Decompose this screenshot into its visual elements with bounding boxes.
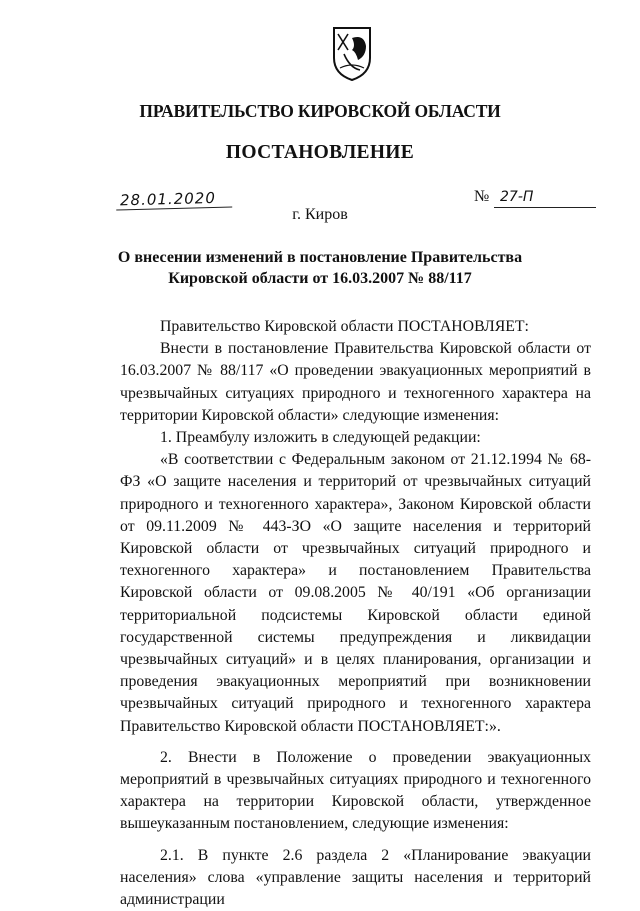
document-date: 28.01.2020 <box>116 188 232 210</box>
paragraph-item-1: 1. Преамбулу изложить в следующей редакции: <box>160 429 481 447</box>
document-subject <box>0 247 640 289</box>
number-label: № <box>474 188 490 205</box>
city: г. Киров <box>292 206 348 223</box>
subject-line-2: Кировской области от 16.03.2007 № 88/117 <box>168 270 472 287</box>
document-body <box>120 316 591 911</box>
coat-of-arms-emblem <box>330 24 374 82</box>
document-number: 27-П <box>494 188 596 208</box>
paragraph-item-2-1: 2.1. В пункте 2.6 раздела 2 «Планирование эвакуации населения» слова «управление защиты населения и территорий администрации <box>120 846 591 909</box>
paragraph-preamble-text: «В соответствии с Федеральным законом от 21.12.1994 № 68-ФЗ «О защите населения и территорий от чрезвычайных ситуаций природного и техногенного характера», Законом Кировской области от 09.11.2009 № 443-ЗО «О защите населения и территорий Кировской области от чрезвычайных ситуаций природного и техногенного характера» и постановлением Правительства Кировской области от 09.08.2005 № 40/191 «Об организации территориальной подсистемы Кировской области единой государственной системы предупреждения и ликвидации чрезвычайных ситуаций» и в целях планирования, организации и проведения эвакуационных мероприятий при возникновении чрезвычайных ситуаций природного и техногенного характера Правительство Кировской области ПОСТАНОВЛЯЕТ:». <box>120 451 591 735</box>
document-type-heading: ПОСТАНОВЛЕНИЕ <box>225 142 415 163</box>
paragraph-amend-intro: Внести в постановление Правительства Кировской области от 16.03.2007 № 88/117 «О проведении эвакуационных мероприятий в чрезвычайных ситуациях природного и техногенного характера на территории Кировской области» следующие изменения: <box>120 340 591 424</box>
organization-heading: ПРАВИТЕЛЬСТВО КИРОВСКОЙ ОБЛАСТИ <box>139 101 501 121</box>
paragraph-item-2: 2. Внести в Положение о проведении эвакуационных мероприятий в чрезвычайных ситуациях природного и техногенного характера на территории Кировской области, утвержденное вышеуказанным постановлением, следующие изменения: <box>120 748 591 833</box>
paragraph-resolves: Правительство Кировской области ПОСТАНОВЛЯЕТ: <box>160 318 529 335</box>
subject-line-1: О внесении изменений в постановление Правительства <box>117 249 523 266</box>
